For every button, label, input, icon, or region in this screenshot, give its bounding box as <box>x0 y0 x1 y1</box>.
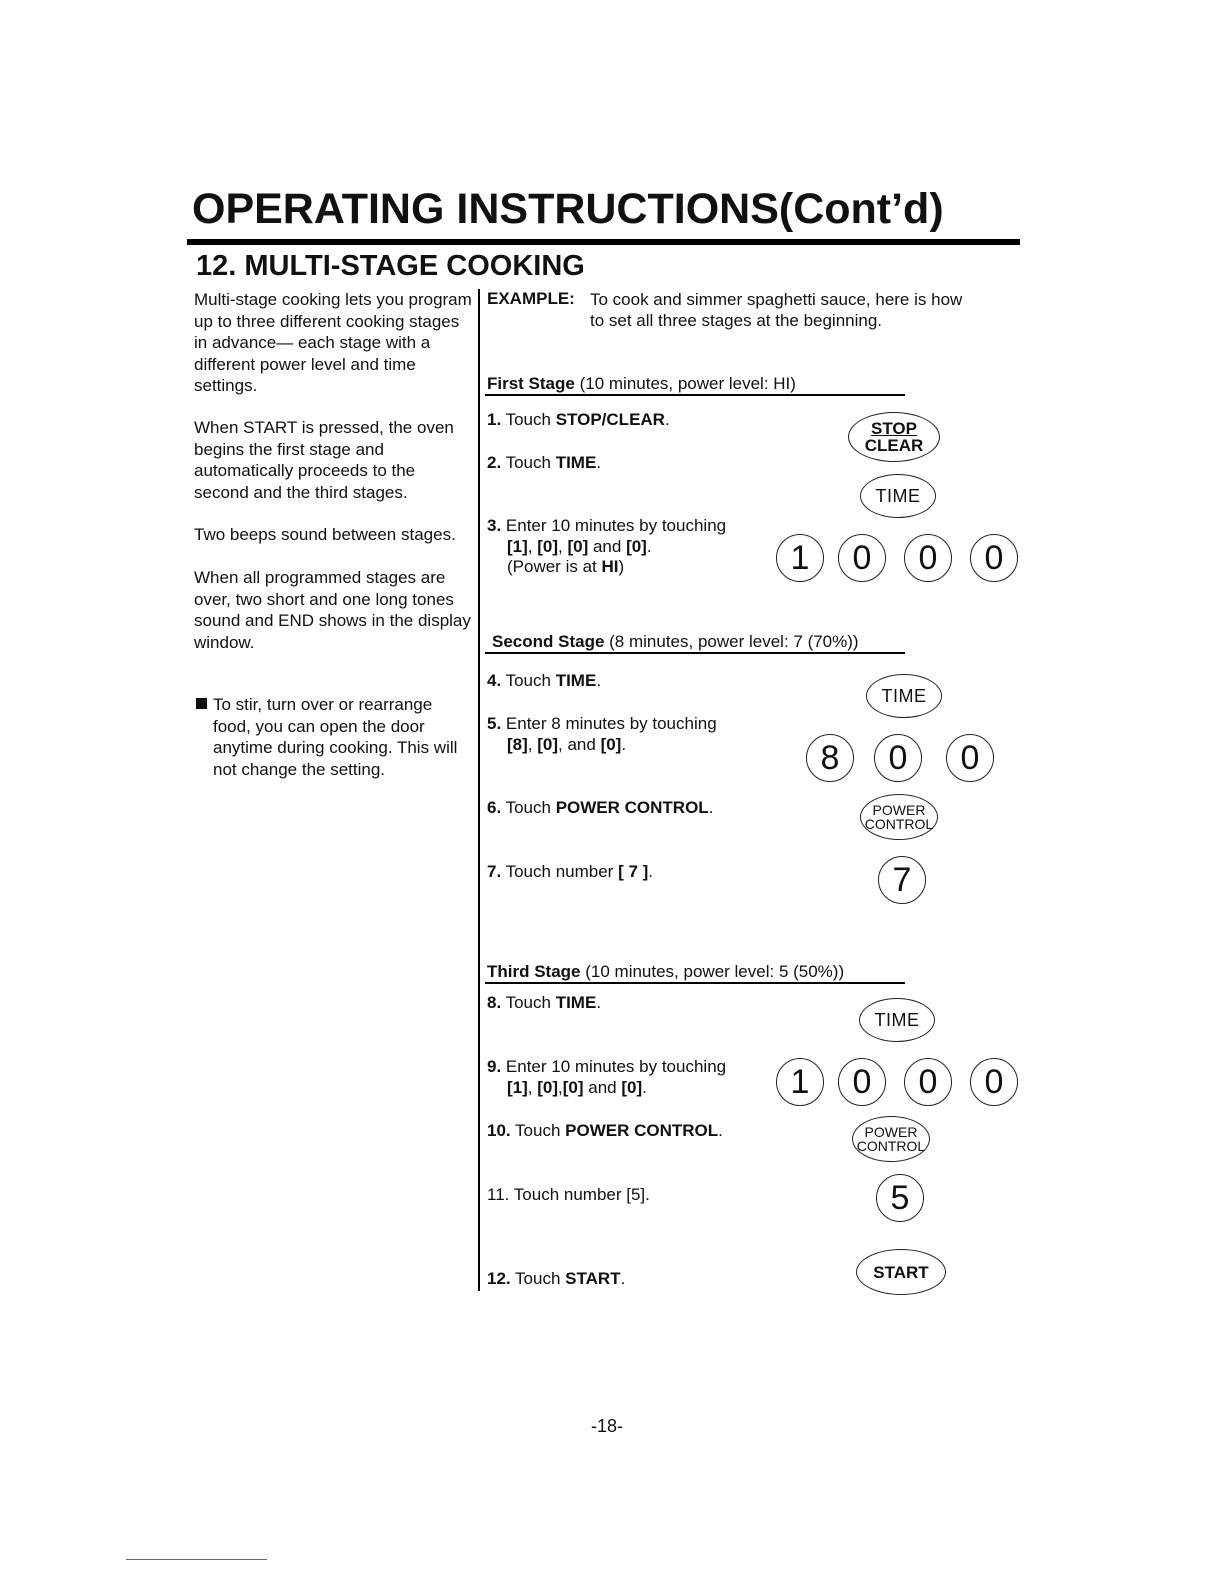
digit-key-1: 1 <box>776 1058 824 1106</box>
digit-key-7: 7 <box>878 856 926 904</box>
digit-key-0: 0 <box>946 734 994 782</box>
digit-key-0: 0 <box>904 534 952 582</box>
page-number: -18- <box>591 1416 624 1436</box>
time-key: TIME <box>859 998 935 1042</box>
digit-key-0: 0 <box>970 534 1018 582</box>
digit-key-0: 0 <box>838 534 886 582</box>
second-stage-detail: (8 minutes, power level: 7 (70%)) <box>604 632 859 651</box>
intro-paragraph-2: When START is pressed, the oven begins the first stage and automatically proceeds to the second and the third stages. <box>194 418 454 502</box>
page-title: OPERATING INSTRUCTIONS(Cont’d) <box>192 185 944 233</box>
example-line-1: To cook and simmer spaghetti sauce, here is how <box>590 290 963 309</box>
third-stage-name: Third Stage <box>487 962 581 981</box>
first-stage-heading <box>487 375 796 392</box>
third-stage-rule <box>485 982 905 984</box>
step-6: 6. Touch POWER CONTROL. <box>487 798 714 817</box>
step-11: 11. Touch number [5]. <box>487 1185 650 1204</box>
step-9: 9. Enter 10 minutes by touching [1], [0],[0] and [0]. <box>487 1057 727 1097</box>
step-7: 7. Touch number [ 7 ]. <box>487 862 654 881</box>
intro-paragraph-1: Multi-stage cooking lets you program up to three different cooking stages in advance— each stage with a different power level and time settings. <box>194 290 472 395</box>
power-control-key: POWER CONTROL <box>852 1116 930 1162</box>
power-control-key: POWER CONTROL <box>860 794 938 840</box>
step-1: 1. Touch STOP/CLEAR. <box>487 410 670 429</box>
step-2: 2. Touch TIME. <box>487 453 602 472</box>
third-stage-detail: (10 minutes, power level: 5 (50%)) <box>580 962 845 981</box>
bullet-note: To stir, turn over or rearrange food, you can open the door anytime during cooking. This will not change the setting. <box>213 695 458 779</box>
intro-paragraph-4: When all programmed stages are over, two short and one long tones sound and END shows in the display window. <box>194 568 471 652</box>
footer-rule <box>126 1559 267 1560</box>
digit-key-8: 8 <box>806 734 854 782</box>
third-stage-heading <box>487 963 844 980</box>
first-stage-name: First Stage <box>487 374 575 393</box>
intro-paragraph-3: Two beeps sound between stages. <box>194 525 456 544</box>
first-stage-rule <box>485 394 905 396</box>
example-label: EXAMPLE: <box>487 289 575 308</box>
digit-key-1: 1 <box>776 534 824 582</box>
time-key: TIME <box>860 474 936 518</box>
time-key: TIME <box>866 674 942 718</box>
example-text <box>590 289 1010 331</box>
second-stage-heading <box>492 633 859 650</box>
step-4: 4. Touch TIME. <box>487 671 602 690</box>
step-8: 8. Touch TIME. <box>487 993 602 1012</box>
start-key: START <box>856 1249 946 1295</box>
title-rule <box>187 239 1020 245</box>
digit-key-0: 0 <box>874 734 922 782</box>
first-stage-detail: (10 minutes, power level: HI) <box>574 374 796 393</box>
step-5: 5. Enter 8 minutes by touching [8], [0], and [0]. <box>487 714 717 754</box>
second-stage-name: Second Stage <box>492 632 605 651</box>
digit-key-0: 0 <box>838 1058 886 1106</box>
bullet-square-icon <box>196 698 207 709</box>
digit-key-0: 0 <box>904 1058 952 1106</box>
step-12: 12. Touch START. <box>487 1269 626 1288</box>
step-3: 3. Enter 10 minutes by touching [1], [0], [0] and [0]. (Power is at HI) <box>487 516 727 576</box>
stop-clear-key: STOP CLEAR <box>848 412 940 462</box>
digit-key-0: 0 <box>970 1058 1018 1106</box>
second-stage-rule <box>485 652 905 654</box>
column-divider <box>478 289 480 1291</box>
digit-key-5: 5 <box>876 1174 924 1222</box>
step-10: 10. Touch POWER CONTROL. <box>487 1121 723 1140</box>
section-title: 12. MULTI-STAGE COOKING <box>196 250 585 282</box>
example-line-2: to set all three stages at the beginning. <box>590 311 883 330</box>
